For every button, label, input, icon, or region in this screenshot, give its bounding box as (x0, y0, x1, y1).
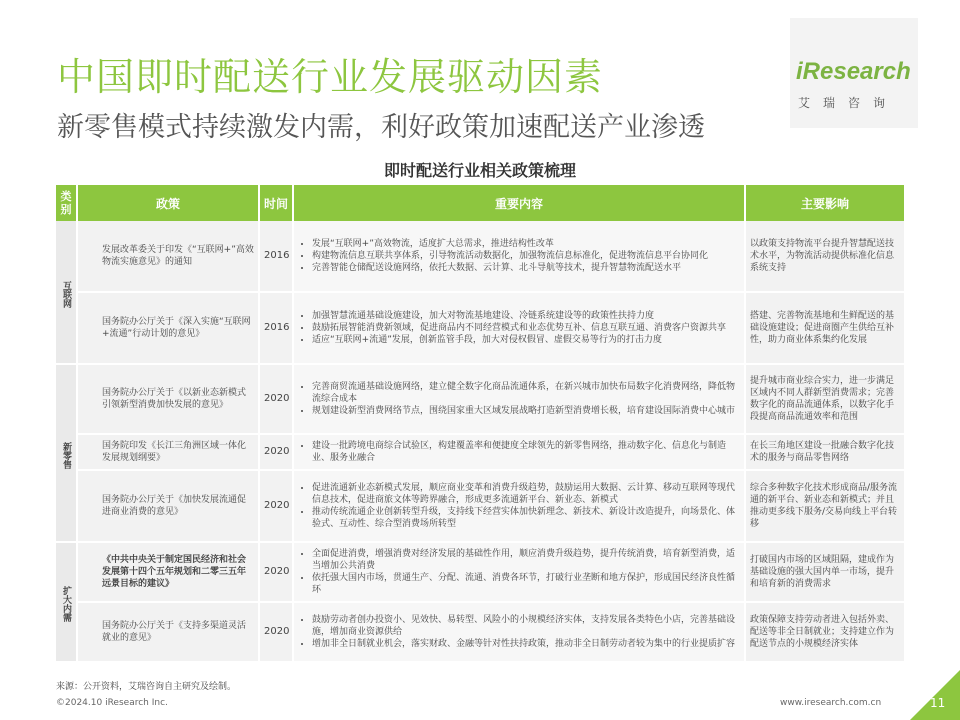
impact-cell: 以政策支持物流平台提升智慧配送技术水平，为物流活动提供标准化信息系统支持 (746, 221, 906, 293)
content-item: • 规划建设新型消费网络节点，围绕国家重大区域发展战略打造新型消费增长极，培育建设国际消费中心城市 (312, 405, 740, 417)
year-cell: 2016 (260, 221, 294, 293)
impact-cell: 打破国内市场的区域阻隔，建成作为基础设施的强大国内单一市场，提升和培育新的消费需求 (746, 543, 906, 603)
year-cell: 2020 (260, 603, 294, 663)
table-row (56, 543, 906, 603)
page-number: 11 (930, 696, 946, 710)
content-item: • 鼓励劳动者创办投资小、见效快、易转型、风险小的小规模经济实体，支持发展各类特色小店，完善基础设施，增加商业资源供给 (312, 614, 740, 638)
policy-cell: 国务院办公厅关于《以新业态新模式引领新型消费加快发展的意见》 (78, 365, 260, 435)
page-subtitle: 新零售模式持续激发内需，利好政策加速配送产业渗透 (57, 112, 705, 143)
content-item: • 建设一批跨境电商综合试验区，构建覆盖率和便捷度全球领先的新零售网络，推动数字化、信息化与制造业、服务业融合 (312, 440, 740, 464)
header-year: 时间 (260, 185, 294, 221)
page-title: 中国即时配送行业发展驱动因素 (57, 55, 604, 99)
impact-cell: 政策保障支持劳动者进入包括外卖、配送等非全日制就业；支持建立作为配送节点的小规模经济实体 (746, 603, 906, 663)
header-content: 重要内容 (294, 185, 746, 221)
footer-url[interactable]: www.iresearch.com.cn (780, 698, 882, 708)
header-impact: 主要影响 (746, 185, 906, 221)
content-item: • 鼓励拓展智能消费新领域，促进商品内不同经营模式和业态优势互补、信息互联互通、消费客户资源共享 (312, 322, 740, 334)
table-row (56, 471, 906, 543)
table-row (56, 603, 906, 663)
content-item: • 全面促进消费，增强消费对经济发展的基础性作用，顺应消费升级趋势，提升传统消费，培育新型消费，适当增加公共消费 (312, 548, 740, 572)
year-cell: 2020 (260, 435, 294, 471)
iresearch-logo: iResearch (796, 58, 911, 85)
impact-cell: 在长三角地区建设一批融合数字化技术的服务与商品零售网络 (746, 435, 906, 471)
impact-cell: 综合多种数字化技术形成商品/服务流通的新平台、新业态和新模式；并且推动更多线下服务/交易向线上平台转移 (746, 471, 906, 543)
content-cell (294, 543, 746, 603)
content-cell (294, 293, 746, 365)
table-row (56, 221, 906, 293)
policy-cell: 《中共中央关于制定国民经济和社会发展第十四个五年规划和二零三五年远景目标的建议》 (78, 543, 260, 603)
content-item: • 增加非全日制就业机会，落实财政、金融等针对性扶持政策，推动非全日制劳动者较为集中的行业提质扩容 (312, 638, 740, 650)
content-cell (294, 435, 746, 471)
category-new-retail: 新零售 (56, 365, 78, 543)
source-note: 来源：公开资料，艾瑞咨询自主研究及绘制。 (56, 682, 237, 692)
content-cell (294, 365, 746, 435)
content-item: • 促进流通新业态新模式发展，顺应商业变革和消费升级趋势，鼓励运用大数据、云计算、移动互联网等现代信息技术，促进商旅文体等跨界融合，形成更多流通新平台、新业态、新模式 (312, 482, 740, 506)
year-cell: 2020 (260, 471, 294, 543)
footer-copyright: ©2024.10 iResearch Inc. (56, 698, 168, 708)
content-item: • 发展“互联网+”高效物流，适度扩大总需求，推进结构性改革 (312, 238, 740, 250)
content-item: • 推动传统流通企业创新转型升级，支持线下经营实体加快新理念、新技术、新设计改造提升，向场景化、体验式、互动性、综合型消费场所转型 (312, 506, 740, 530)
policy-cell: 发展改革委关于印发《“互联网+”高效物流实施意见》的通知 (78, 221, 260, 293)
policy-cell: 国务院办公厅关于《加快发展流通促进商业消费的意见》 (78, 471, 260, 543)
content-item: • 依托强大国内市场，贯通生产、分配、流通、消费各环节，打破行业垄断和地方保护，形成国民经济良性循环 (312, 572, 740, 596)
year-cell: 2016 (260, 293, 294, 365)
logo-cn-text: 艾瑞咨询 (798, 96, 899, 110)
content-item: • 适应“互联网+流通”发展，创新监管手段，加大对侵权假冒、虚假交易等行为的打击力度 (312, 334, 740, 346)
category-domestic-demand: 扩大内需 (56, 543, 78, 663)
content-cell (294, 221, 746, 293)
category-internet: 互联网 (56, 221, 78, 365)
policy-table (56, 185, 906, 663)
content-item: • 完善智能仓储配送设施网络，依托大数据、云计算、北斗导航等技术，提升智慧物流配送水平 (312, 262, 740, 274)
policy-cell: 国务院办公厅关于《支持多渠道灵活就业的意见》 (78, 603, 260, 663)
content-cell (294, 471, 746, 543)
year-cell: 2020 (260, 365, 294, 435)
content-item: • 完善商贸流通基础设施网络，建立健全数字化商品流通体系，在新兴城市加快布局数字化消费网络，降低物流综合成本 (312, 381, 740, 405)
table-row (56, 293, 906, 365)
header-category: 类别 (56, 185, 78, 221)
content-cell (294, 603, 746, 663)
content-item: • 构建物流信息互联共享体系，引导物流活动数据化，加强物流信息标准化，促进物流信息平台协同化 (312, 250, 740, 262)
header-policy: 政策 (78, 185, 260, 221)
year-cell: 2020 (260, 543, 294, 603)
impact-cell: 提升城市商业综合实力，进一步满足区域内不同人群新型消费需求；完善数字化的商品流通体系，以数字化手段提高商品流通效率和范围 (746, 365, 906, 435)
policy-cell: 国务院印发《长江三角洲区域一体化发展规划纲要》 (78, 435, 260, 471)
table-row (56, 435, 906, 471)
page-corner-shape (910, 670, 960, 720)
content-item: • 加强智慧流通基础设施建设，加大对物流基地建设、冷链系统建设等的政策性扶持力度 (312, 310, 740, 322)
table-title: 即时配送行业相关政策梳理 (383, 161, 576, 180)
impact-cell: 搭建、完善物流基地和生鲜配送的基础设施建设；促进商圈产生供给互补性，助力商业体系集约化发展 (746, 293, 906, 365)
policy-cell: 国务院办公厅关于《深入实施“互联网+流通”行动计划的意见》 (78, 293, 260, 365)
table-header-row (56, 185, 906, 221)
table-row (56, 365, 906, 435)
